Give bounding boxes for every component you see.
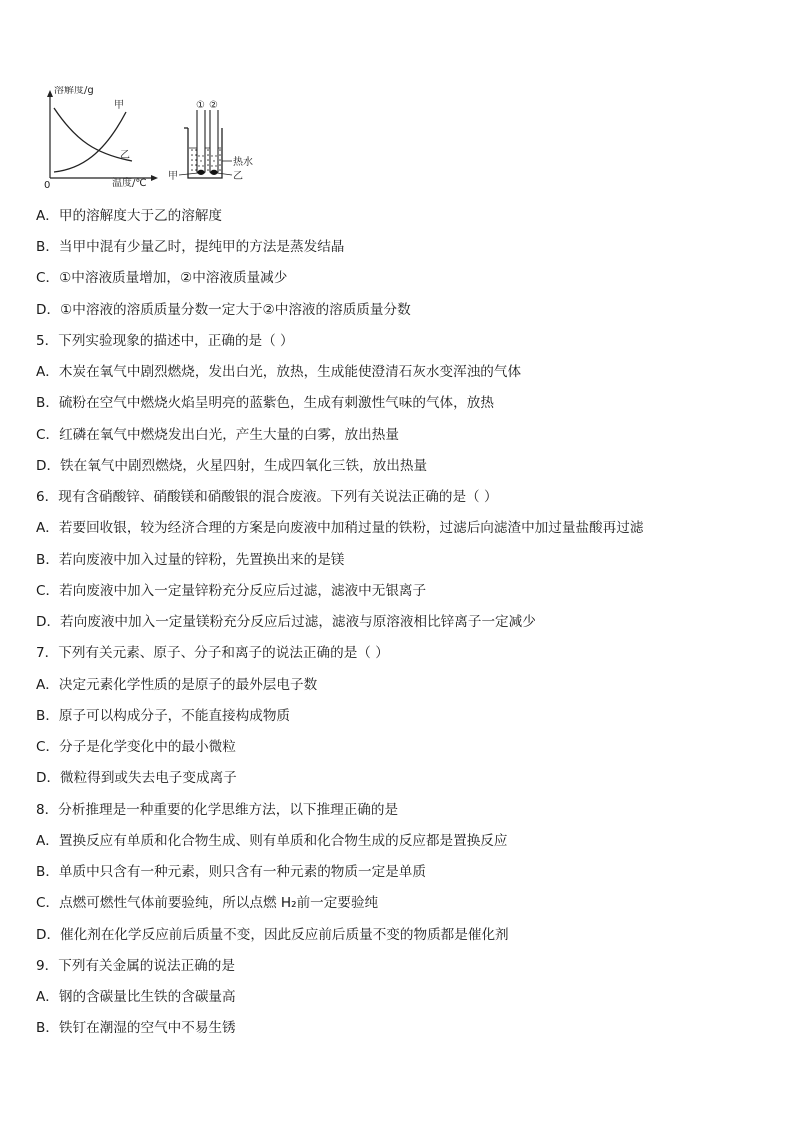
y-axis-arrow (47, 90, 53, 97)
option-9a: A．钢的含碳量比生铁的含碳量高 (36, 989, 236, 1005)
question-6: 6．现有含硝酸锌、硝酸镁和硝酸银的混合废液。下列有关说法正确的是（ ） (36, 489, 498, 505)
option-7a: A．决定元素化学性质的是原子的最外层电子数 (36, 677, 318, 693)
option-4d: D．①中溶液的溶质质量分数一定大于②中溶液的溶质质量分数 (36, 302, 411, 318)
option-5c: C．红磷在氧气中燃烧发出白光，产生大量的白雾，放出热量 (36, 427, 399, 443)
option-6c: C．若向废液中加入一定量锌粉充分反应后过滤，滤液中无银离子 (36, 583, 427, 599)
y-axis-label: 溶解度/g (54, 86, 94, 96)
option-6d: D．若向废液中加入一定量镁粉充分反应后过滤，滤液与原溶液相比锌离子一定减少 (36, 614, 536, 630)
hot-water-label: 热水 (233, 157, 253, 168)
option-8c: C．点燃可燃性气体前要验纯，所以点燃 H₂前一定要验纯 (36, 895, 379, 911)
question-7: 7．下列有关元素、原子、分子和离子的说法正确的是（ ） (36, 645, 389, 661)
yi-pointer (217, 173, 232, 175)
question-5: 5．下列实验现象的描述中，正确的是（ ） (36, 333, 294, 349)
curve-yi-label: 乙 (120, 150, 130, 161)
option-5b: B．硫粉在空气中燃烧火焰呈明亮的蓝紫色，生成有刺激性气味的气体，放热 (36, 395, 494, 411)
solid-jia-label: 甲 (168, 171, 178, 182)
solubility-graph (44, 86, 158, 191)
solid-yi (211, 170, 218, 174)
option-8b: B．单质中只含有一种元素，则只含有一种元素的物质一定是单质 (36, 864, 426, 880)
option-5a: A．木炭在氧气中剧烈燃烧，发出白光，放热，生成能使澄清石灰水变浑浊的气体 (36, 364, 522, 380)
x-axis-label: 温度/℃ (112, 178, 147, 189)
option-4a: A．甲的溶解度大于乙的溶解度 (36, 208, 223, 224)
option-8a: A．置换反应有单质和化合物生成、则有单质和化合物生成的反应都是置换反应 (36, 833, 508, 849)
test-tube-2 (210, 110, 218, 175)
question-9: 9．下列有关金属的说法正确的是 (36, 958, 235, 974)
tube-1-label: ① (196, 100, 205, 111)
figures-svg (36, 86, 296, 196)
option-4b: B．当甲中混有少量乙时，提纯甲的方法是蒸发结晶 (36, 239, 345, 255)
option-4c: C．①中溶液质量增加，②中溶液质量减少 (36, 270, 288, 286)
test-tube-1 (197, 110, 205, 175)
option-8d: D．催化剂在化学反应前后质量不变，因此反应前后质量不变的物质都是催化剂 (36, 927, 509, 943)
beaker-diagram (168, 100, 253, 182)
figure-area (36, 86, 296, 196)
solid-jia (198, 170, 205, 174)
x-axis-arrow (151, 175, 158, 181)
curve-jia-label: 甲 (114, 100, 124, 111)
origin-label: 0 (44, 180, 51, 191)
option-7b: B．原子可以构成分子，不能直接构成物质 (36, 708, 291, 724)
option-7d: D．微粒得到或失去电子变成离子 (36, 770, 237, 786)
option-5d: D．铁在氧气中剧烈燃烧，火星四射，生成四氧化三铁，放出热量 (36, 458, 428, 474)
solid-yi-label: 乙 (233, 171, 243, 182)
option-6b: B．若向废液中加入过量的锌粉，先置换出来的是镁 (36, 552, 345, 568)
option-9b: B．铁钉在潮湿的空气中不易生锈 (36, 1020, 236, 1036)
option-7c: C．分子是化学变化中的最小微粒 (36, 739, 236, 755)
option-6a: A．若要回收银，较为经济合理的方案是向废液中加稍过量的铁粉，过滤后向滤渣中加过量盐酸再过滤 (36, 520, 644, 536)
tube-2-label: ② (209, 100, 218, 111)
curve-jia (54, 112, 126, 172)
question-8: 8．分析推理是一种重要的化学思维方法，以下推理正确的是 (36, 802, 399, 818)
